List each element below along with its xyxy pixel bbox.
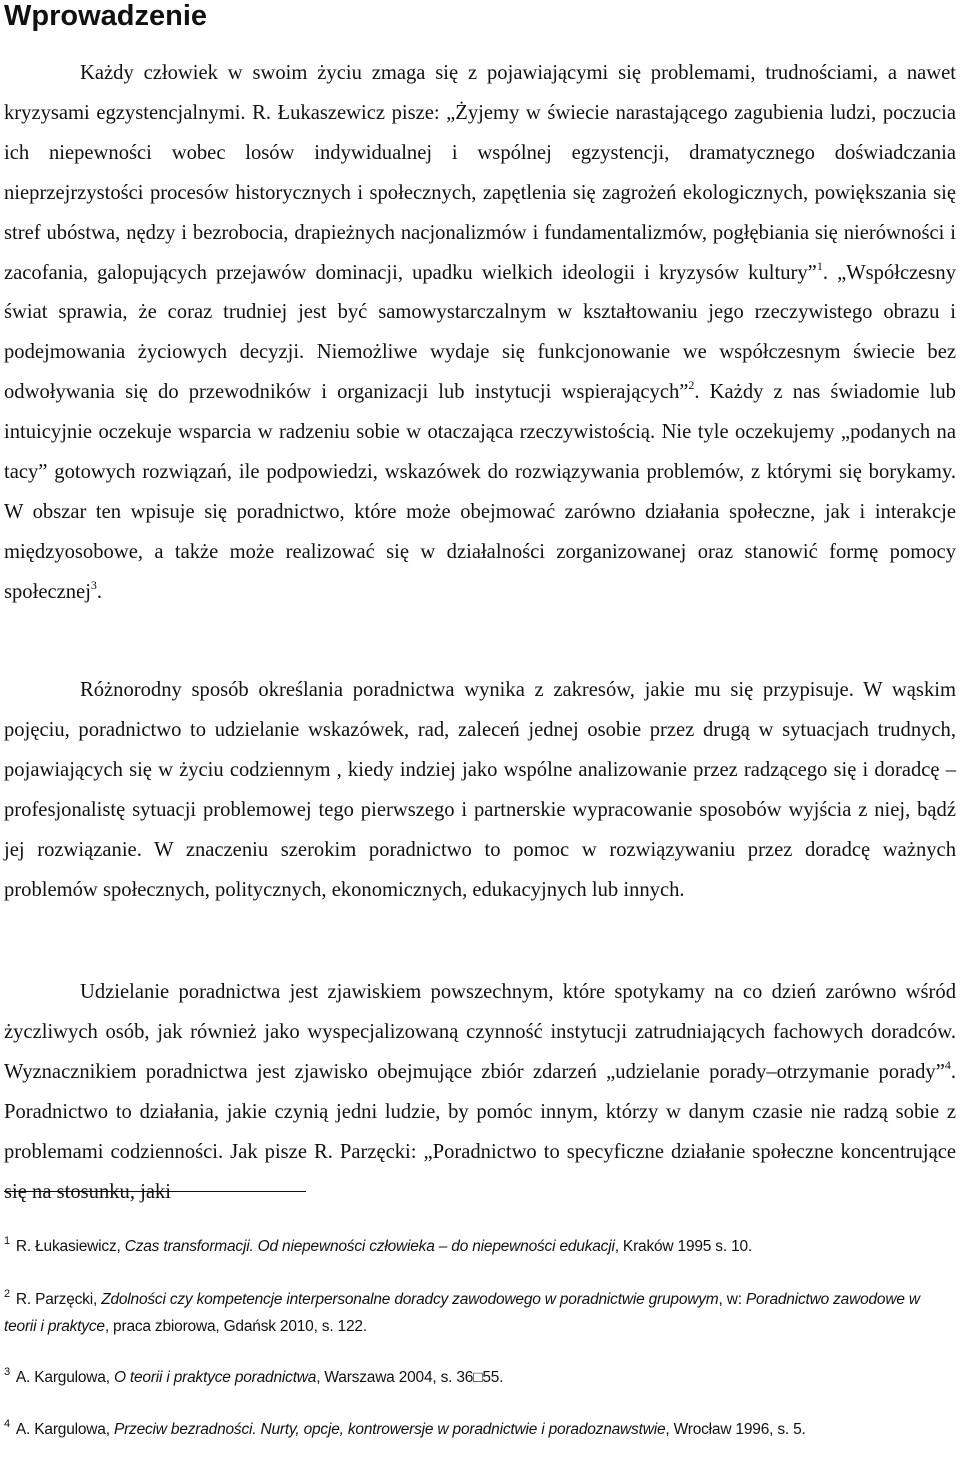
footnote-author: A. Kargulowa, — [15, 1421, 114, 1438]
paragraph-intro — [4, 54, 956, 613]
footnote-author: R. Łukasiewicz, — [15, 1238, 125, 1255]
footnote-author: R. Parzęcki, — [15, 1291, 102, 1308]
footnote-details: , Kraków 1995 s. 10. — [614, 1238, 753, 1255]
footnote-1 — [4, 1233, 956, 1260]
footnote-ref-3[interactable]: 3 — [90, 577, 97, 592]
footnote-title: Zdolności czy kompetencje interpersonalne doradcy zawodowego w poradnictwie grupowym — [101, 1291, 719, 1308]
paragraph-text: . Poradnictwo to działania, jakie czynią jedni ludzie, by pomóc innym, którzy w danym czasie nie radzą sobie z problemami codzienności. Jak pisze R. Parzęcki: „Poradnictwo to specyficzne działanie społeczne koncentrujące się na stosunku, jaki — [4, 1060, 956, 1203]
paragraph-text: Udzielanie poradnictwa jest zjawiskiem powszechnym, które spotykamy na co dzień zarówno wśród życzliwych osób, jak również jako wyspecjalizowaną czynność instytucji zatrudniających fachowych doradców. Wyznacznikiem poradnictwa jest zjawisko obejmujące zbiór zdarzeń „udzielanie porady–otrzymanie porady” — [4, 981, 956, 1083]
footnote-details: , Wrocław 1996, s. 5. — [665, 1421, 806, 1438]
footnote-ref-4[interactable]: 4 — [944, 1057, 951, 1072]
footnote-number: 1 — [4, 1235, 10, 1247]
paragraph-text: Każdy człowiek w swoim życiu zmaga się z pojawiającymi się problemami, trudnościami, a nawet kryzysami egzystencjalnymi. R. Łukaszewicz pisze: „Żyjemy w świecie narastającego zagubienia ludzi, poczucia ich niepewności wobec losów indywidualnej i wspólnej egzystencji, dramatycznego doświadczania nieprzejrzystości procesów historycznych i społecznych, zapętlenia się zagrożeń ekologicznych, powiększania się stref ubóstwa, nędzy i bezrobocia, drapieżnych nacjonalizmów i fundamentalizmów, pogłębiania się nierówności i zacofania, galopujących przejawów dominacji, upadku wielkich ideologii i kryzysów kultury” — [4, 62, 956, 284]
footnote-author: A. Kargulowa, — [15, 1369, 114, 1386]
footnote-connector: , w: — [718, 1291, 746, 1308]
footnote-2 — [4, 1286, 956, 1340]
footnote-number: 4 — [4, 1418, 10, 1430]
paragraph-text: . Każdy z nas świadomie lub intuicyjnie oczekuje wsparcia w radzeniu sobie w otaczająca rzeczywistością. Nie tyle oczekujemy „podanych na tacy” gotowych rozwiązań, ile podpowiedzi, wskazówek do rozwiązywania problemów, z którymi się borykamy. W obszar ten wpisuje się poradnictwo, które może obejmować zarówno działania społeczne, jak i interakcje międzyosobowe, a także może realizować się w działalności zorganizowanej oraz stanowić formę pomocy społecznej — [4, 381, 956, 603]
footnote-collection-title: Poradnictwo zawodowe w teorii i praktyce — [4, 1291, 920, 1335]
paragraph-text: . „Współczesny świat sprawia, że coraz trudniej jest być samowystarczalnym w kształtowaniu jego rzeczywistego obrazu i podejmowania życiowych decyzji. Niemożliwe wydaje się funkcjonowanie we współczesnym świecie bez odwoływania się do przewodników i organizacji lub instytucji wspierających” — [4, 261, 957, 404]
paragraph-practice — [4, 973, 956, 1212]
footnote-separator — [4, 1191, 306, 1192]
footnote-title: O teorii i praktyce poradnictwa — [113, 1369, 317, 1386]
footnote-title: Przeciw bezradności. Nurty, opcje, kontrowersje w poradnictwie i poradoznawstwie — [113, 1421, 666, 1438]
footnote-details: , Warszawa 2004, s. 36□55. — [316, 1369, 504, 1386]
section-heading: Wprowadzenie — [4, 0, 208, 32]
footnote-ref-2[interactable]: 2 — [688, 378, 695, 393]
footnote-ref-1[interactable]: 1 — [816, 258, 823, 273]
paragraph-definitions: Różnorodny sposób określania poradnictwa wynika z zakresów, jakie mu się przypisuje. W wąskim pojęciu, poradnictwo to udzielanie wskazówek, rad, zaleceń jednej osobie przez drugą w sytuacjach trudnych, pojawiających się w życiu codziennym , kiedy indziej jako wspólne analizowanie przez radzącego się i doradcę – profesjonalistę sytuacji problemowej tego pierwszego i partnerskie wypracowanie sposobów wyjścia z niej, bądź jej rozwiązanie. W znaczeniu szerokim poradnictwo to pomoc w rozwiązywaniu przez doradcę ważnych problemów społecznych, politycznych, ekonomicznych, edukacyjnych lub innych. — [4, 679, 956, 901]
paragraph-text: . — [96, 580, 103, 603]
footnote-details: , praca zbiorowa, Gdańsk 2010, s. 122. — [104, 1318, 367, 1335]
footnote-number: 3 — [4, 1366, 10, 1378]
footnote-4 — [4, 1416, 956, 1443]
footnote-number: 2 — [4, 1288, 10, 1300]
footnote-3 — [4, 1364, 956, 1391]
footnote-title: Czas transformacji. Od niepewności człowieka – do niepewności edukacji — [124, 1238, 615, 1255]
